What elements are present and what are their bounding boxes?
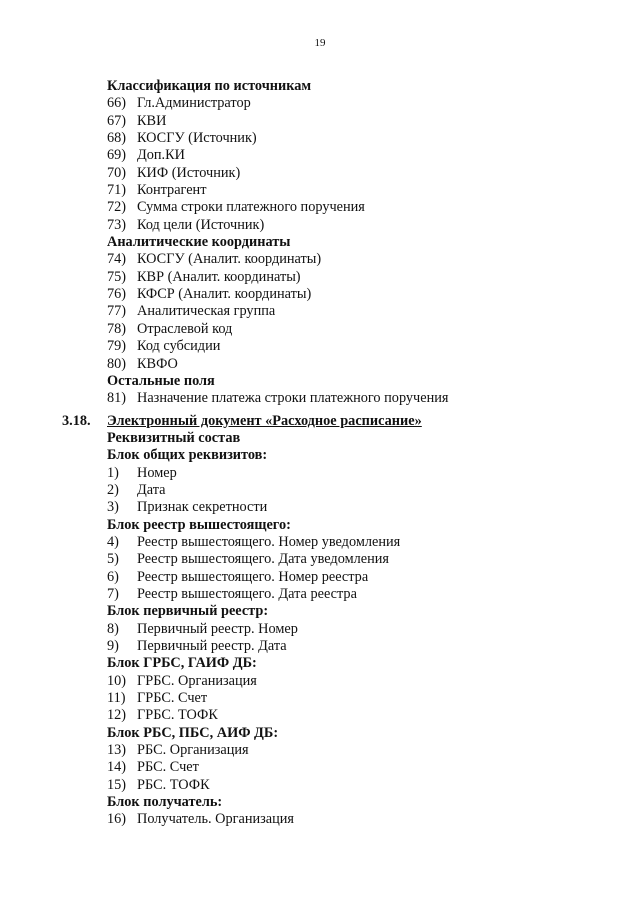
list-item (0, 638, 640, 655)
list-item (0, 356, 640, 373)
item-text: ГРБС. ТОФК (137, 707, 218, 724)
list-item (0, 390, 640, 407)
list-item (0, 673, 640, 690)
item-text: Аналитическая группа (137, 303, 276, 320)
item-text: Дата (137, 481, 166, 498)
item-number: 14) (107, 759, 127, 776)
list-item (0, 777, 640, 794)
item-number: 78) (107, 320, 127, 337)
page-number: 19 (314, 37, 326, 49)
item-text: КВФО (137, 355, 178, 372)
item-number: 2) (107, 481, 119, 498)
item-text: ГРБС. Организация (137, 672, 257, 689)
item-number: 16) (107, 811, 127, 828)
list-item (0, 482, 640, 499)
item-number: 3) (107, 499, 119, 516)
list-item (0, 499, 640, 516)
item-text: КФСР (Аналит. координаты) (137, 286, 312, 303)
list-item (0, 759, 640, 776)
group-heading: Блок общих реквизитов: (107, 447, 268, 464)
list-item (0, 534, 640, 551)
item-text: РБС. Организация (137, 742, 249, 759)
item-text: Первичный реестр. Номер (137, 620, 298, 637)
document-body (0, 78, 640, 829)
group-heading: Классификация по источникам (107, 78, 312, 94)
group-recipient (0, 794, 640, 829)
list-item (0, 251, 640, 268)
item-text: Код цели (Источник) (137, 216, 265, 233)
list-item (0, 269, 640, 286)
item-number: 4) (107, 533, 119, 550)
list-item (0, 130, 640, 147)
group-heading: Блок РБС, ПБС, АИФ ДБ: (107, 724, 279, 741)
item-number: 74) (107, 251, 127, 268)
group-superior-registry (0, 517, 640, 604)
list-item (0, 742, 640, 759)
item-number: 69) (107, 147, 127, 164)
list-item (0, 113, 640, 130)
group-rbs (0, 725, 640, 794)
item-number: 80) (107, 355, 127, 372)
item-text: Первичный реестр. Дата (137, 638, 287, 654)
item-text: Доп.КИ (137, 147, 185, 164)
item-number: 72) (107, 199, 127, 216)
group-heading: Остальные поля (107, 372, 215, 389)
section-subtitle: Реквизитный состав (107, 429, 241, 446)
item-text: КИФ (Источник) (137, 164, 241, 181)
item-text: РБС. Счет (137, 759, 199, 776)
section-title (0, 413, 640, 430)
list-item (0, 217, 640, 234)
list-item (0, 165, 640, 182)
group-other-fields (0, 373, 640, 408)
list-item (0, 286, 640, 303)
item-text: Гл.Администратор (137, 95, 251, 112)
section-heading: Электронный документ «Расходное расписание» (107, 412, 422, 429)
item-number: 12) (107, 707, 127, 724)
item-text: Реестр вышестоящего. Номер уведомления (137, 533, 401, 550)
item-number: 77) (107, 303, 127, 320)
item-text: Реестр вышестоящего. Номер реестра (137, 568, 369, 585)
item-number: 70) (107, 164, 127, 181)
item-number: 67) (107, 112, 127, 129)
group-analytic-coordinates (0, 234, 640, 373)
group-heading: Аналитические координаты (107, 234, 291, 251)
item-text: Реестр вышестоящего. Дата реестра (137, 585, 357, 602)
section-number: 3.18. (62, 412, 91, 429)
item-text: Признак секретности (137, 499, 268, 516)
item-number: 15) (107, 776, 127, 793)
item-text: КОСГУ (Аналит. координаты) (137, 251, 322, 268)
item-number: 73) (107, 216, 127, 233)
item-number: 10) (107, 672, 127, 689)
item-text: Получатель. Организация (137, 811, 294, 828)
list-item (0, 303, 640, 320)
list-item (0, 321, 640, 338)
list-item (0, 465, 640, 482)
item-number: 76) (107, 286, 127, 303)
item-text: Контрагент (137, 182, 207, 199)
list-item (0, 199, 640, 216)
list-item (0, 95, 640, 112)
item-text: Сумма строки платежного поручения (137, 199, 365, 216)
item-number: 81) (107, 390, 127, 407)
item-text: Отраслевой код (137, 320, 233, 337)
list-item (0, 551, 640, 568)
item-text: Реестр вышестоящего. Дата уведомления (137, 551, 389, 568)
group-heading: Блок реестр вышестоящего: (107, 516, 291, 533)
group-heading: Блок ГРБС, ГАИФ ДБ: (107, 655, 257, 672)
list-item (0, 147, 640, 164)
item-text: КОСГУ (Источник) (137, 130, 257, 147)
group-sources (0, 78, 640, 234)
group-heading: Блок получатель: (107, 794, 223, 811)
item-number: 66) (107, 95, 127, 112)
item-number: 6) (107, 568, 119, 585)
item-text: РБС. ТОФК (137, 776, 210, 793)
item-number: 79) (107, 338, 127, 355)
item-text: ГРБС. Счет (137, 690, 208, 707)
list-item (0, 690, 640, 707)
item-text: Назначение платежа строки платежного поручения (137, 390, 449, 407)
item-text: КВР (Аналит. координаты) (137, 268, 301, 285)
item-text: КВИ (137, 112, 167, 129)
item-number: 5) (107, 551, 119, 568)
list-item (0, 569, 640, 586)
item-number: 75) (107, 268, 127, 285)
list-item (0, 707, 640, 724)
item-number: 13) (107, 742, 127, 759)
list-item (0, 811, 640, 828)
item-number: 9) (107, 638, 119, 654)
item-text: Номер (137, 464, 177, 481)
item-number: 7) (107, 585, 119, 602)
item-number: 11) (107, 690, 126, 707)
group-common-requisites (0, 447, 640, 516)
group-heading: Блок первичный реестр: (107, 603, 269, 620)
list-item (0, 182, 640, 199)
item-number: 71) (107, 182, 127, 199)
list-item (0, 621, 640, 638)
list-item (0, 586, 640, 603)
item-text: Код субсидии (137, 338, 221, 355)
item-number: 68) (107, 130, 127, 147)
list-item (0, 338, 640, 355)
group-primary-registry (0, 603, 640, 655)
item-number: 1) (107, 464, 119, 481)
group-grbs (0, 655, 640, 724)
item-number: 8) (107, 620, 119, 637)
